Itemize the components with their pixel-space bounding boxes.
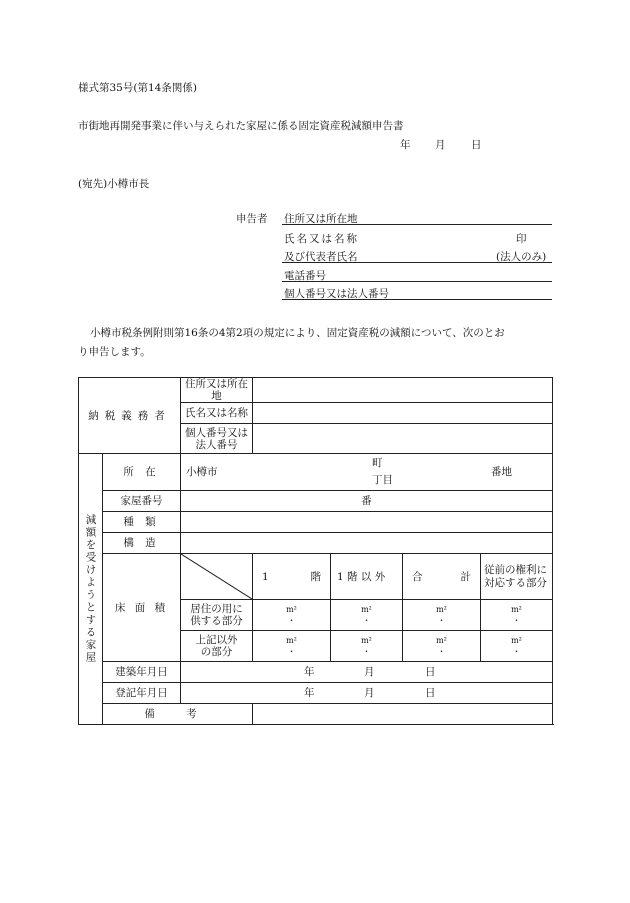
addressee: (宛先)小樽市長 — [78, 178, 150, 190]
other-use-label-2: の部分 — [200, 646, 233, 658]
date-year: 年 — [400, 139, 411, 151]
decimal-dot: ・ — [437, 616, 446, 625]
other-use-label — [181, 631, 253, 662]
tp-address-label: 住所又は所在地 — [181, 378, 253, 403]
seal-mark: 印 — [516, 233, 527, 245]
unit-label: m² — [436, 636, 447, 645]
res-prev-field[interactable] — [481, 600, 553, 631]
applicant-address-label: 住所又は所在地 — [284, 213, 358, 225]
applicant-id-line[interactable] — [282, 299, 552, 300]
col-other-header — [331, 554, 403, 600]
remarks-label: 備 考 — [103, 704, 253, 725]
applicant-name-label: 氏名又は名称 — [284, 233, 359, 245]
col-total-a: 合 — [412, 570, 423, 583]
registered-date-label: 登記年月日 — [103, 683, 181, 704]
unit-label: m² — [286, 605, 297, 614]
applicant-name-line[interactable] — [282, 262, 552, 263]
floor-area-label: 床 面 積 — [103, 554, 181, 662]
floor-area-diagonal-cell — [181, 554, 253, 600]
col-total-header — [403, 554, 481, 600]
tp-address-field[interactable] — [253, 378, 553, 403]
registered-year: 年 — [304, 687, 315, 699]
form-number: 様式第35号(第14条関係) — [78, 82, 197, 94]
residential-label — [181, 600, 253, 631]
unit-label: m² — [286, 636, 297, 645]
corp-only-note: (法人のみ) — [496, 251, 547, 263]
tp-name-label: 氏名又は名称 — [181, 403, 253, 424]
built-day: 日 — [425, 666, 436, 678]
kind-field[interactable] — [181, 512, 553, 533]
structure-field[interactable] — [181, 533, 553, 554]
decimal-dot: ・ — [512, 647, 521, 656]
city-name: 小樽市 — [186, 466, 218, 478]
oth-total-field[interactable] — [403, 631, 481, 662]
tp-id-label-2: 法人番号 — [195, 438, 238, 451]
registered-date-field[interactable] — [181, 683, 553, 704]
unit-label: m² — [511, 636, 522, 645]
taxpayer-header: 納税義務者 — [79, 378, 181, 454]
applicant-phone-label: 電話番号 — [284, 270, 326, 282]
applicant-rep-label: 及び代表者氏名 — [284, 251, 358, 263]
applicant-phone-line[interactable] — [282, 281, 552, 282]
col-1f-b: 階 — [310, 570, 321, 583]
col-total-b: 計 — [460, 570, 471, 583]
body-text-line2: り申告します。 — [78, 346, 151, 358]
built-month: 月 — [364, 666, 375, 678]
decimal-dot: ・ — [287, 647, 296, 656]
application-table — [78, 377, 553, 725]
col-other-label: 1 階 以 外 — [337, 570, 386, 583]
res-1f-field[interactable] — [253, 600, 331, 631]
decimal-dot: ・ — [512, 616, 521, 625]
oth-other-field[interactable] — [331, 631, 403, 662]
house-no-field[interactable]: 番 — [181, 491, 553, 512]
form-title: 市街地再開発事業に伴い与えられた家屋に係る固定資産税減額申告書 — [78, 120, 404, 132]
residential-label-1: 居住の用に — [190, 603, 243, 615]
oth-prev-field[interactable] — [481, 631, 553, 662]
oth-1f-field[interactable] — [253, 631, 331, 662]
tp-id-label-1: 個人番号又は — [185, 426, 248, 439]
unit-label: m² — [361, 636, 372, 645]
kind-label: 種 類 — [103, 512, 181, 533]
tp-id-field[interactable] — [253, 424, 553, 454]
applicant-id-label: 個人番号又は法人番号 — [284, 288, 389, 300]
res-total-field[interactable] — [403, 600, 481, 631]
remarks-field[interactable] — [253, 704, 553, 725]
col-1f-a: 1 — [262, 570, 269, 583]
date-month: 月 — [435, 139, 446, 151]
res-other-field[interactable] — [331, 600, 403, 631]
decimal-dot: ・ — [287, 616, 296, 625]
date-day: 日 — [471, 139, 482, 151]
registered-day: 日 — [425, 687, 436, 699]
banchi-label: 番地 — [491, 466, 512, 478]
location-field[interactable] — [181, 454, 553, 491]
applicant-address-line[interactable] — [282, 224, 552, 225]
chome-label: 丁目 — [372, 474, 393, 486]
house-vertical-header: 減額を受けようとする家屋 — [79, 454, 103, 725]
tp-name-field[interactable] — [253, 403, 553, 424]
town-label: 町 — [372, 457, 383, 469]
built-date-label: 建築年月日 — [103, 662, 181, 683]
unit-label: m² — [361, 605, 372, 614]
unit-label: m² — [511, 605, 522, 614]
col-prev-header: 従前の権利に対応する部分 — [481, 554, 553, 600]
structure-label: 構 造 — [103, 533, 181, 554]
built-date-field[interactable] — [181, 662, 553, 683]
registered-month: 月 — [364, 687, 375, 699]
location-label: 所 在 — [103, 454, 181, 491]
diagonal-line — [181, 554, 252, 599]
residential-label-2: 供する部分 — [190, 615, 243, 627]
unit-label: m² — [436, 605, 447, 614]
house-no-label: 家屋番号 — [103, 491, 181, 512]
tp-id-label — [181, 424, 253, 454]
decimal-dot: ・ — [362, 616, 371, 625]
built-year: 年 — [304, 666, 315, 678]
other-use-label-1: 上記以外 — [195, 634, 238, 646]
decimal-dot: ・ — [362, 647, 371, 656]
body-text-line1: 小樽市税条例附則第16条の4第2項の規定により、固定資産税の減額について、次のとお — [90, 327, 505, 339]
decimal-dot: ・ — [437, 647, 446, 656]
col-1f-header — [253, 554, 331, 600]
applicant-label: 申告者 — [236, 213, 268, 225]
